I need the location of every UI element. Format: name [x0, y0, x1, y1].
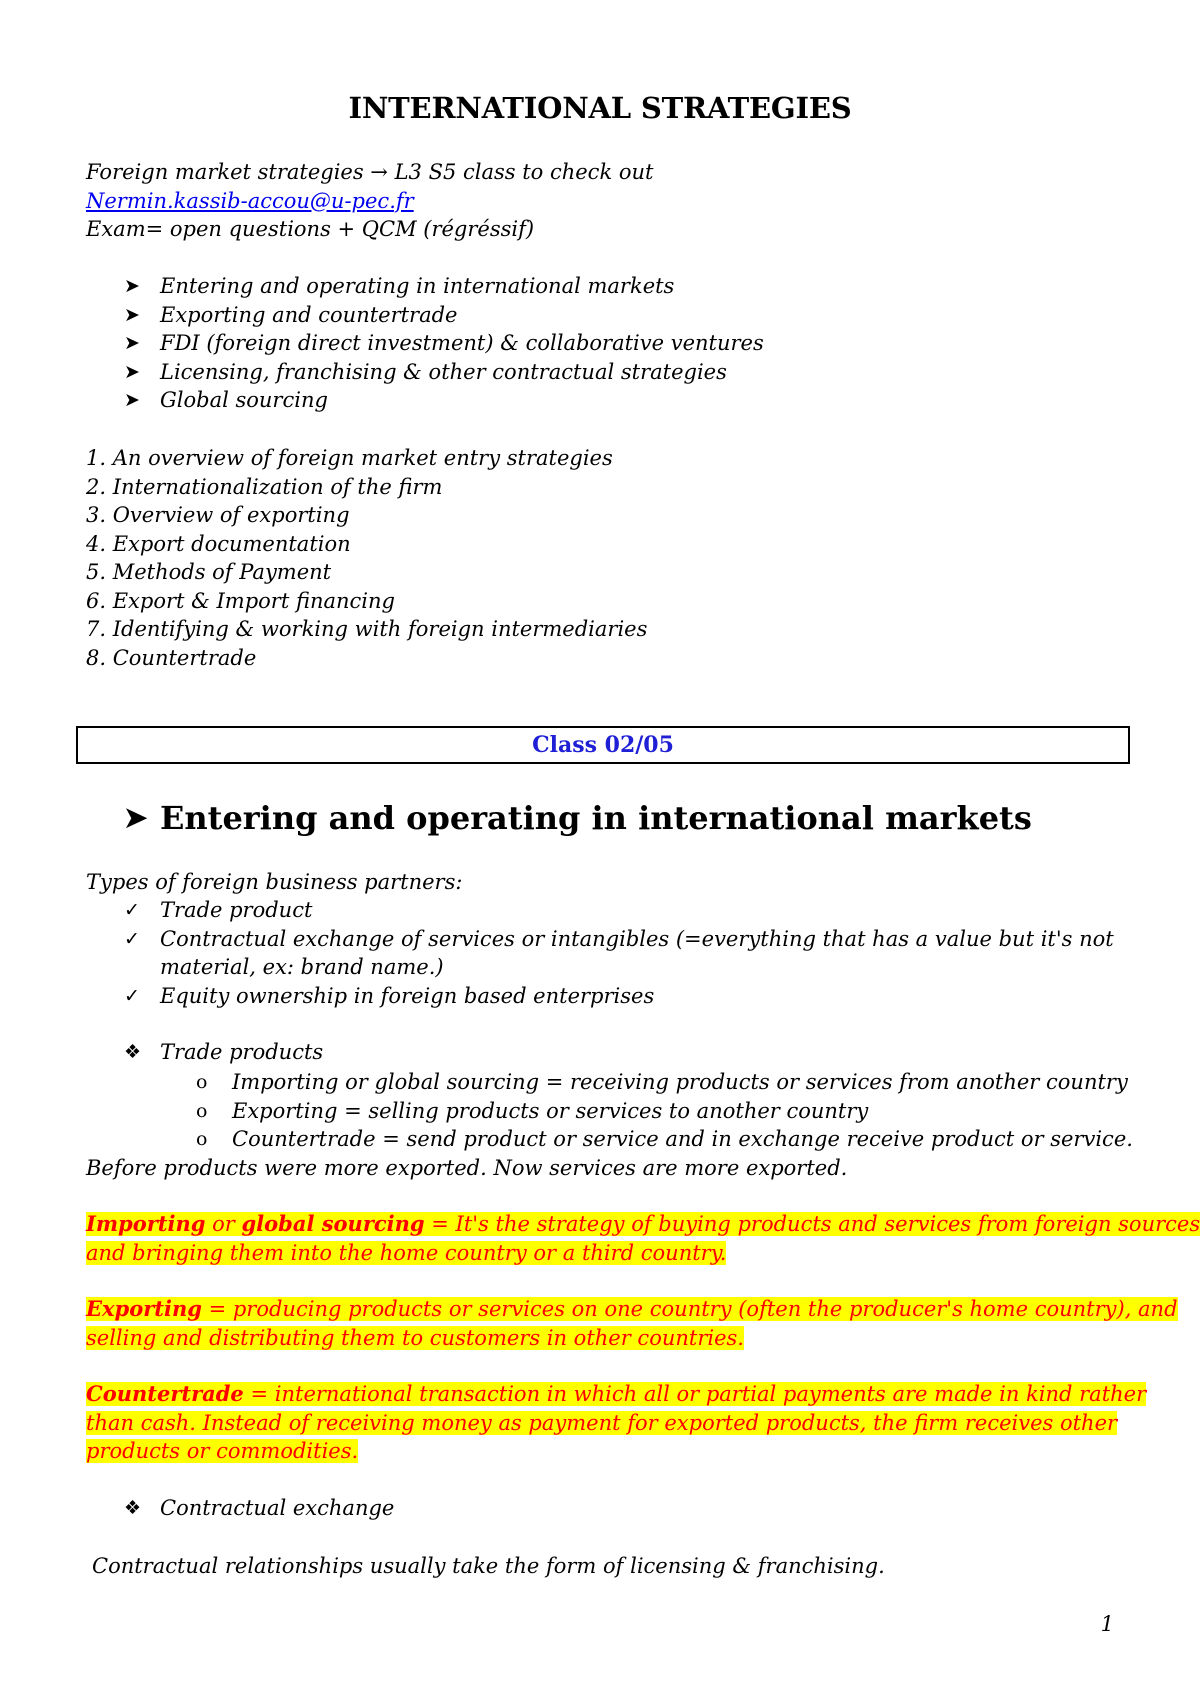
list-item: 6. Export & Import financing [86, 588, 395, 613]
arrow-bullet-icon: ➤ [124, 389, 140, 411]
arrow-bullet-icon: ➤ [124, 801, 148, 834]
topic-list [124, 272, 764, 415]
list-item: ✓ Equity ownership in foreign based enterprises [124, 982, 1114, 1011]
list-item: ➤ Entering and operating in international markets [124, 272, 764, 301]
list-item: ➤ Global sourcing [124, 386, 764, 415]
trade-products-heading: ❖ Trade products [124, 1038, 323, 1067]
list-item: ✓ Contractual exchange of services or intangibles (=everything that has a value but it's not [124, 925, 1114, 954]
document-title: INTERNATIONAL STRATEGIES [348, 91, 852, 125]
list-item: ➤ FDI (foreign direct investment) & collaborative ventures [124, 329, 764, 358]
circle-bullet-icon: o [196, 1128, 208, 1150]
contractual-heading: ❖ Contractual exchange [124, 1494, 394, 1523]
trade-products-list [196, 1068, 1133, 1154]
list-item: ➤ Exporting and countertrade [124, 301, 764, 330]
importing-definition: Importing or global sourcing = It's the strategy of buying products and services from foreign sources and bringing them into the home country or a third country. [86, 1211, 1200, 1265]
diamond-bullet-icon: ❖ [124, 1497, 142, 1519]
circle-bullet-icon: o [196, 1071, 208, 1093]
list-item: 1. An overview of foreign market entry strategies [86, 446, 613, 470]
intro-block [86, 158, 1146, 244]
exporting-definition: Exporting = producing products or services on one country (often the producer's home country), and selling and distributing them to customers in other countries. [86, 1296, 1178, 1350]
check-icon: ✓ [124, 927, 140, 950]
countertrade-definition: Countertrade = international transaction in which all or partial payments are made in kind rather than cash. Instead of receiving money as payment for exported products, the firm receives other products or commodities. [86, 1381, 1147, 1463]
list-item: 2. Internationalization of the firm [86, 474, 443, 499]
arrow-bullet-icon: ➤ [124, 360, 140, 383]
list-item: 7. Identifying & working with foreign intermediaries [86, 617, 648, 641]
circle-bullet-icon: o [196, 1099, 208, 1122]
list-item: 8. Countertrade [86, 645, 257, 670]
list-item: o Exporting = selling products or services to another country [196, 1097, 1133, 1126]
exam-line: Exam= open questions + QCM (régréssif) [86, 217, 535, 241]
arrow-bullet-icon: ➤ [124, 303, 140, 326]
diamond-bullet-icon: ❖ [124, 1041, 142, 1063]
partners-intro: Types of foreign business partners: [86, 870, 463, 894]
trade-note: Before products were more exported. Now services are more exported. [86, 1156, 848, 1180]
list-item: 4. Export documentation [86, 531, 351, 556]
partners-list [124, 896, 1114, 1010]
intro-line: Foreign market strategies → L3 S5 class to check out [86, 160, 654, 184]
section-heading: ➤ Entering and operating in international markets [124, 796, 1032, 840]
class-date-box: Class 02/05 [76, 726, 1130, 764]
contractual-note: Contractual relationships usually take the form of licensing & franchising. [92, 1554, 885, 1578]
list-item: ✓ Trade product [124, 896, 1114, 925]
outline-list [86, 444, 647, 672]
arrow-bullet-icon: ➤ [124, 275, 140, 297]
check-icon: ✓ [124, 984, 140, 1007]
arrow-bullet-icon: ➤ [124, 332, 140, 354]
list-item: o Countertrade = send product or service and in exchange receive product or service. [196, 1125, 1133, 1154]
list-item: material, ex: brand name.) [160, 955, 444, 979]
list-item: ➤ Licensing, franchising & other contractual strategies [124, 358, 764, 387]
list-item: o Importing or global sourcing = receiving products or services from another country [196, 1068, 1133, 1097]
list-item: 3. Overview of exporting [86, 503, 350, 527]
email-link[interactable]: Nermin.kassib-accou@u-pec.fr [86, 188, 414, 213]
check-icon: ✓ [124, 899, 140, 921]
list-item: 5. Methods of Payment [86, 560, 332, 584]
page-number: 1 [1100, 1612, 1114, 1636]
